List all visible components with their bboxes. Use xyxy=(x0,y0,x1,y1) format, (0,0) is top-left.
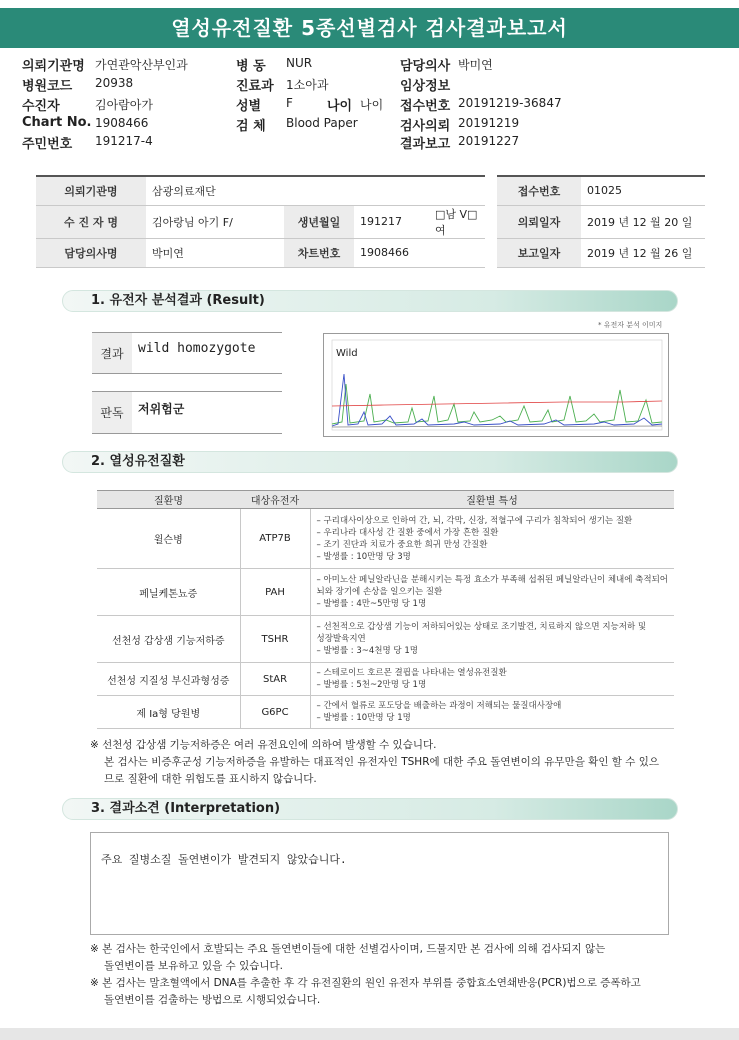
sex-label: 성별 xyxy=(236,99,262,114)
feature-line: – 발병률 : 4만~5만명 당 1명 xyxy=(316,599,427,609)
footer-strip xyxy=(0,1028,739,1040)
note-line: 돌연변이를 검출하는 방법으로 시행되었습니다. xyxy=(104,994,321,1006)
ward-value: NUR xyxy=(286,56,313,70)
dept-value: 1소아과 xyxy=(286,78,329,92)
id-label: 주민번호 xyxy=(22,137,73,152)
table-row xyxy=(97,696,674,729)
requester-label: 의뢰기관명 xyxy=(22,59,85,74)
disease-name: 윌슨병 xyxy=(97,509,240,569)
interpretation-box: 주요 질병소질 돌연변이가 발견되지 않았습니다. xyxy=(90,832,669,935)
disease-table xyxy=(97,490,674,729)
id-value: 191217-4 xyxy=(95,134,153,148)
patient-name-label: 수 진 자 명 xyxy=(36,205,146,238)
feature-line: – 발병률 : 3~4천명 당 1명 xyxy=(316,646,418,656)
header-gene: 대상유전자 xyxy=(240,491,310,509)
chromatogram-svg xyxy=(324,334,668,436)
feature-line: 성장발육지연 xyxy=(316,634,366,644)
feature-line: – 발병률 : 5천~2만명 당 1명 xyxy=(316,680,427,690)
feature-line: – 우리나라 대사성 간 질환 중에서 가장 흔한 질환 xyxy=(316,527,499,538)
judgement-box xyxy=(92,391,282,434)
features-cell xyxy=(310,663,674,696)
image-note: * 유전자 분석 이미지 xyxy=(598,321,663,329)
feature-line: – 선천적으로 갑상샘 기능이 저하되어있는 상태로 조기발견, 치료하지 않으면 지능저하 및 xyxy=(316,622,647,632)
section-disease-title: 2. 열성유전질환 xyxy=(62,451,678,473)
doctor-name-value: 박미연 xyxy=(146,238,284,267)
gene-name: G6PC xyxy=(240,696,310,729)
doctor-label: 담당의사 xyxy=(400,59,451,74)
receipt-label: 접수번호 xyxy=(497,176,581,205)
result-value: wild homozygote xyxy=(138,341,256,356)
receipt-label: 접수번호 xyxy=(400,99,451,114)
patient-label: 수진자 xyxy=(22,99,60,114)
header-disease: 질환명 xyxy=(97,491,240,509)
disease-name: 선천성 지질성 부신과형성증 xyxy=(97,663,240,696)
feature-line: – 구리대사이상으로 인하여 간, 뇌, 각막, 신장, 적혈구에 구리가 침착되어 생기는 질환 xyxy=(316,515,633,526)
req-date-value: 20191219 xyxy=(458,116,520,130)
req-date-value: 2019 년 12 월 20 일 xyxy=(581,205,705,238)
section-result-title: 1. 유전자 분석결과 (Result) xyxy=(62,290,678,312)
chromatogram-label: Wild xyxy=(336,348,358,359)
req-date-label: 의뢰일자 xyxy=(497,205,581,238)
chromatogram-image xyxy=(323,333,669,437)
rep-date-value: 20191227 xyxy=(458,134,520,148)
features-cell xyxy=(310,696,674,729)
rep-date-label: 결과보고 xyxy=(400,137,451,152)
disease-name: 제 Ia형 당원병 xyxy=(97,696,240,729)
table-row xyxy=(97,509,674,569)
feature-line: – 조기 진단과 치료가 중요한 희귀 만성 간질환 xyxy=(316,539,488,550)
receipt-value: 01025 xyxy=(581,176,705,205)
table-row xyxy=(97,569,674,616)
request-info-table xyxy=(36,175,705,268)
judgement-value: 저위험군 xyxy=(138,402,185,416)
ward-label: 병 동 xyxy=(236,59,266,74)
result-box xyxy=(92,332,282,374)
req-date-label: 검사의뢰 xyxy=(400,119,451,134)
sex-value: F xyxy=(286,96,293,110)
gene-name: ATP7B xyxy=(240,509,310,569)
code-label: 병원코드 xyxy=(22,79,73,94)
note-line: 본 검사는 비증후군성 기능저하증을 유발하는 대표적인 유전자인 TSHR에 대한 주요 돌연변이의 유무만을 확인 할 수 있으 xyxy=(104,756,660,768)
note-line: ※ 선천성 갑상샘 기능저하증은 여러 유전요인에 의하여 발생할 수 있습니다. xyxy=(90,739,437,751)
feature-line: – 발생률 : 10만명 당 3명 xyxy=(316,551,411,562)
disease-name: 선천성 갑상샘 기능저하증 xyxy=(97,616,240,663)
age-label: 나이 xyxy=(327,99,353,114)
patient-name-value: 김아랑님 아기 F/ xyxy=(146,205,284,238)
method-notes xyxy=(90,941,641,1009)
dob-label: 생년월일 xyxy=(284,205,354,238)
feature-line: – 간에서 혈류로 포도당을 배출하는 과정이 저해되는 물질대사장애 xyxy=(316,701,562,711)
note-line: 돌연변이를 보유하고 있을 수 있습니다. xyxy=(104,960,283,972)
chart-label: Chart No. xyxy=(22,115,92,130)
code-value: 20938 xyxy=(95,76,134,90)
requester-value: 가연관악산부인과 xyxy=(95,58,188,72)
chart-no-value: 1908466 xyxy=(354,238,485,267)
dob-value: 191217 xyxy=(354,205,429,238)
receipt-value: 20191219-36847 xyxy=(458,96,562,110)
sex-choice: □남 V□여 xyxy=(429,205,485,238)
feature-line: – 아미노산 페닐알라닌을 분해시키는 특정 효소가 부족해 섭취된 페닐알라닌이 체내에 축적되어 xyxy=(316,575,669,585)
judgement-label: 판독 xyxy=(92,392,132,433)
features-cell xyxy=(310,509,674,569)
age-value: 나이 xyxy=(360,98,384,112)
dept-label: 진료과 xyxy=(236,79,274,94)
inst-value: 삼광의료재단 xyxy=(146,176,485,205)
gene-name: PAH xyxy=(240,569,310,616)
chart-value: 1908466 xyxy=(95,116,149,130)
rep-date-label: 보고일자 xyxy=(497,238,581,267)
gene-name: TSHR xyxy=(240,616,310,663)
result-label: 결과 xyxy=(92,333,132,373)
table-row xyxy=(97,616,674,663)
clinical-label: 임상정보 xyxy=(400,79,451,94)
feature-line: 뇌와 장기에 손상을 일으키는 질환 xyxy=(316,587,443,597)
note-line: 므로 질환에 대한 위험도를 표시하지 않습니다. xyxy=(104,773,317,785)
feature-line: – 스테로이드 호르몬 결핍을 나타내는 열성유전질환 xyxy=(316,668,507,678)
note-line: ※ 본 검사는 한국인에서 호발되는 주요 돌연변이들에 대한 선별검사이며, 드물지만 본 검사에 의해 검사되지 않는 xyxy=(90,943,606,955)
chart-no-label: 차트번호 xyxy=(284,238,354,267)
report-title: 열성유전질환 5종선별검사 검사결과보고서 xyxy=(0,8,739,48)
rep-date-value: 2019 년 12 월 26 일 xyxy=(581,238,705,267)
section-interpretation-title: 3. 결과소견 (Interpretation) xyxy=(62,798,678,820)
gene-name: StAR xyxy=(240,663,310,696)
header-features: 질환별 특성 xyxy=(310,491,674,509)
specimen-label: 검 체 xyxy=(236,119,266,134)
specimen-value: Blood Paper xyxy=(286,116,358,130)
features-cell xyxy=(310,569,674,616)
table-row xyxy=(97,663,674,696)
feature-line: – 발병률 : 10만명 당 1명 xyxy=(316,713,411,723)
disease-name: 페닐케톤뇨증 xyxy=(97,569,240,616)
tshr-note xyxy=(90,737,659,788)
patient-value: 김아람아가 xyxy=(95,98,153,112)
inst-label: 의뢰기관명 xyxy=(36,176,146,205)
note-line: ※ 본 검사는 말초혈액에서 DNA를 추출한 후 각 유전질환의 원인 유전자 부위를 중합효소연쇄반응(PCR)법으로 증폭하고 xyxy=(90,977,641,989)
doctor-name-label: 담당의사명 xyxy=(36,238,146,267)
features-cell xyxy=(310,616,674,663)
doctor-value: 박미연 xyxy=(458,58,493,72)
